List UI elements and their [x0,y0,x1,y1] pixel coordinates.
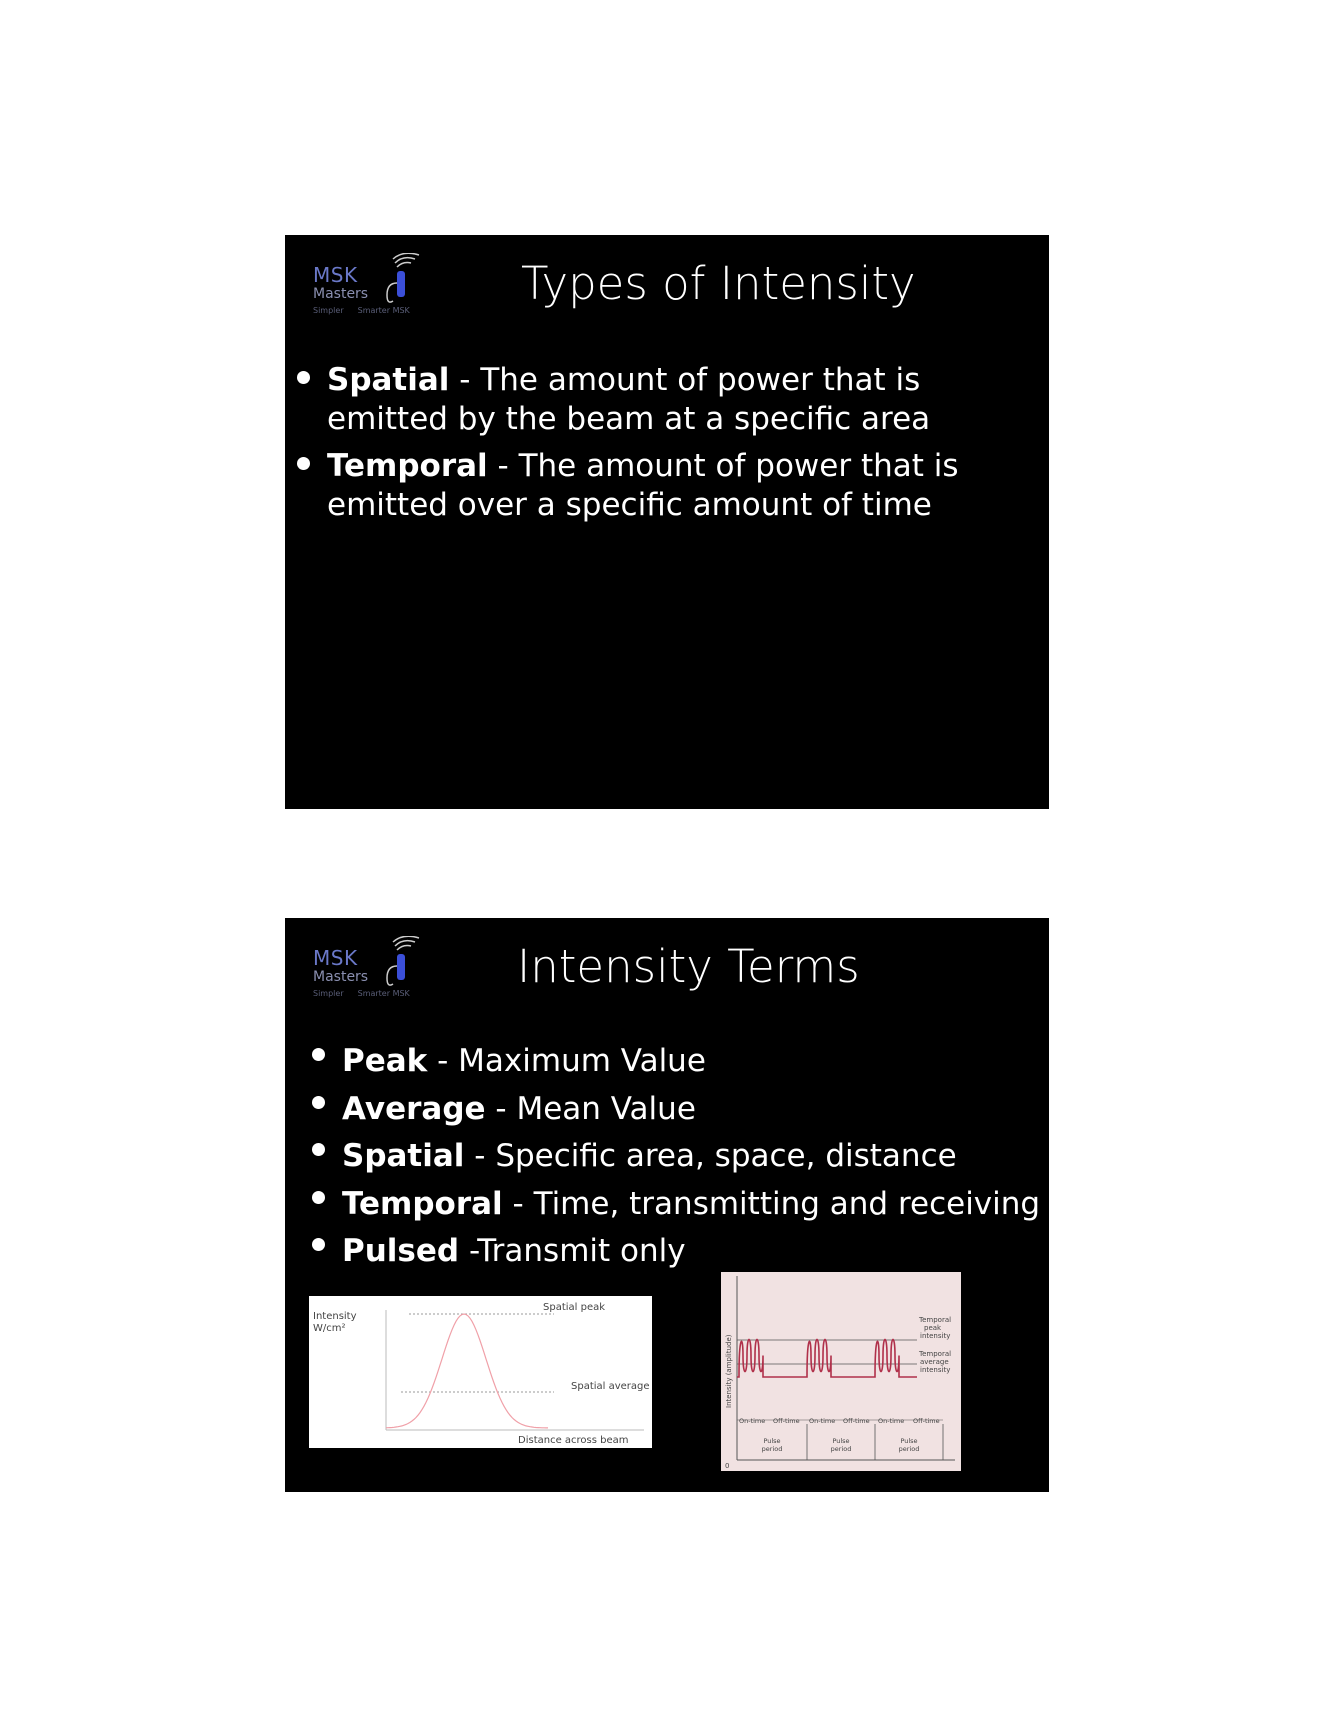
temporal-peak-label: Temporal [919,1316,952,1324]
bullet-text: - The amount of power that is emitted over a specific amount of time [327,448,959,523]
logo-msk-text: MSK [313,946,358,970]
bullet-item-peak [342,1038,1042,1086]
logo-masters-text: Masters [313,286,369,302]
logo-tagline: Simpler Smarter MSK [313,989,410,998]
bullet-item-spatial [342,1133,1042,1181]
logo-tagline: Simpler Smarter MSK [313,306,410,315]
bullet-dot-icon [312,1238,325,1251]
spatial-intensity-figure [309,1296,652,1448]
bullet-text: - Maximum Value [427,1043,706,1079]
segment-label: Off-time [843,1417,870,1425]
bullet-dot-icon [312,1048,325,1061]
bullet-item-spatial [327,361,1037,439]
temporal-intensity-diagram [721,1272,961,1471]
segment-label: Off-time [913,1417,940,1425]
bullet-text: - The amount of power that is emitted by the beam at a specific area [327,362,931,437]
bullet-dot-icon [312,1096,325,1109]
figure-ylabel: Intensity [313,1311,357,1322]
bullet-term: Average [342,1090,486,1127]
segment-label: On-time [739,1417,766,1425]
spatial-average-label: Spatial average [571,1381,650,1392]
logo-masters-text: Masters [313,969,369,985]
segment-label: On-time [878,1417,905,1425]
origin-label: 0 [725,1462,730,1470]
slide-types-of-intensity [285,235,1049,809]
figure-ylabel-unit: W/cm² [313,1323,346,1334]
temporal-average-label: intensity [920,1366,951,1374]
bullet-list [342,1038,1042,1276]
beam-intensity-curve [386,1314,548,1428]
msk-masters-logo [313,936,423,1002]
spatial-intensity-diagram [309,1296,652,1448]
bullet-dot-icon [297,371,310,384]
bullet-list [327,361,1037,533]
bullet-term: Peak [342,1043,428,1079]
bullet-text: - Time, transmitting and receiving [502,1185,1041,1222]
slide-title: Intensity Terms [517,940,860,993]
bullet-term: Spatial [327,362,450,398]
ultrasound-probe-icon [377,253,421,309]
pulse-period-label: Pulse [900,1437,918,1445]
bullet-dot-icon [312,1191,325,1204]
temporal-average-label: average [920,1358,949,1366]
bullet-term: Pulsed [342,1233,460,1269]
figure-ylabel: Intensity (amplitude) [725,1334,733,1408]
pulse-period-label: period [761,1445,783,1453]
bullet-dot-icon [312,1143,325,1156]
pulse-period-label: Pulse [763,1437,781,1445]
temporal-peak-label: intensity [920,1332,951,1340]
bullet-text: - Specific area, space, distance [464,1138,957,1174]
spatial-peak-label: Spatial peak [543,1302,606,1313]
logo-msk-text: MSK [313,263,358,287]
bullet-term: Temporal [342,1185,503,1222]
ultrasound-probe-icon [377,936,421,992]
slide-title: Types of Intensity [521,257,916,310]
bullet-term: Spatial [342,1138,465,1174]
bullet-text: -Transmit only [459,1233,686,1269]
figure-xlabel: Distance across beam [518,1435,629,1446]
pulse-waveform [737,1339,917,1377]
bullet-term: Temporal [327,448,488,484]
segment-label: Off-time [773,1417,800,1425]
temporal-peak-label: peak [924,1324,942,1332]
temporal-intensity-figure [721,1272,961,1471]
bullet-item-temporal [342,1181,1042,1229]
pulse-period-label: Pulse [832,1437,850,1445]
bullet-item-pulsed [342,1228,1042,1276]
bullet-item-temporal [327,447,1037,525]
msk-masters-logo [313,253,423,319]
bullet-dot-icon [297,457,310,470]
bullet-text: - Mean Value [485,1090,696,1127]
bullet-item-average [342,1086,1042,1134]
segment-label: On-time [809,1417,836,1425]
temporal-average-label: Temporal [919,1350,952,1358]
pulse-period-label: period [830,1445,852,1453]
pulse-period-label: period [898,1445,920,1453]
slide-intensity-terms [285,918,1049,1492]
